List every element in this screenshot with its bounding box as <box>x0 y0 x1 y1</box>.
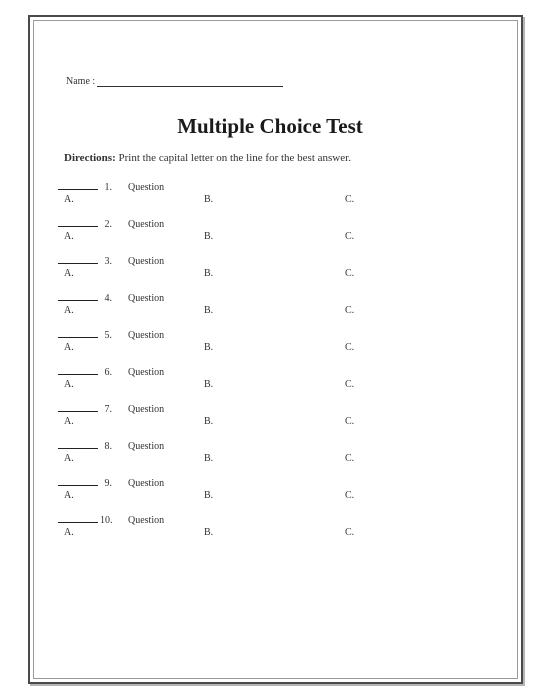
question-text: Question <box>128 441 165 452</box>
question-item <box>0 219 540 249</box>
option-b: B. <box>204 305 214 316</box>
page-title: Multiple Choice Test <box>177 114 363 138</box>
option-c: C. <box>345 194 355 205</box>
answer-blank-line[interactable] <box>58 189 98 190</box>
option-a: A. <box>64 194 74 205</box>
answer-blank-line[interactable] <box>58 374 98 375</box>
question-text: Question <box>128 182 165 193</box>
question-item <box>0 256 540 286</box>
name-blank-line[interactable] <box>97 77 283 87</box>
option-a: A. <box>64 490 74 501</box>
option-a: A. <box>64 527 74 538</box>
option-b: B. <box>204 342 214 353</box>
option-a: A. <box>64 379 74 390</box>
option-c: C. <box>345 416 355 427</box>
option-b: B. <box>204 416 214 427</box>
option-a: A. <box>64 416 74 427</box>
question-item <box>0 293 540 323</box>
answer-blank-line[interactable] <box>58 448 98 449</box>
answer-blank-line[interactable] <box>58 485 98 486</box>
option-b: B. <box>204 453 214 464</box>
question-text: Question <box>128 478 165 489</box>
option-c: C. <box>345 527 355 538</box>
option-c: C. <box>345 379 355 390</box>
question-text: Question <box>128 256 165 267</box>
answer-blank-line[interactable] <box>58 411 98 412</box>
question-number: 5. <box>104 330 112 341</box>
option-c: C. <box>345 453 355 464</box>
question-number: 7. <box>104 404 112 415</box>
option-a: A. <box>64 453 74 464</box>
name-label: Name : <box>66 76 96 87</box>
option-b: B. <box>204 490 214 501</box>
option-b: B. <box>204 268 214 279</box>
question-text: Question <box>128 219 165 230</box>
option-b: B. <box>204 231 214 242</box>
option-a: A. <box>64 231 74 242</box>
question-text: Question <box>128 293 165 304</box>
option-a: A. <box>64 342 74 353</box>
question-number: 4. <box>104 293 112 304</box>
option-a: A. <box>64 305 74 316</box>
question-number: 3. <box>104 256 112 267</box>
option-c: C. <box>345 305 355 316</box>
question-number: 2. <box>104 219 112 230</box>
question-item <box>0 441 540 471</box>
option-b: B. <box>204 194 214 205</box>
option-c: C. <box>345 342 355 353</box>
question-number: 8. <box>104 441 112 452</box>
question-number: 6. <box>104 367 112 378</box>
question-item <box>0 478 540 508</box>
question-text: Question <box>128 330 165 341</box>
question-text: Question <box>128 404 165 415</box>
directions-label: Directions: <box>64 152 116 164</box>
answer-blank-line[interactable] <box>58 300 98 301</box>
question-number: 1. <box>104 182 112 193</box>
answer-blank-line[interactable] <box>58 337 98 338</box>
option-a: A. <box>64 268 74 279</box>
option-c: C. <box>345 268 355 279</box>
option-b: B. <box>204 379 214 390</box>
question-item <box>0 367 540 397</box>
option-b: B. <box>204 527 214 538</box>
question-number: 10. <box>100 515 113 526</box>
question-number: 9. <box>104 478 112 489</box>
answer-blank-line[interactable] <box>58 226 98 227</box>
question-item <box>0 515 540 545</box>
question-text: Question <box>128 515 165 526</box>
directions-text: Print the capital letter on the line for the best answer. <box>115 152 351 164</box>
directions <box>64 152 351 164</box>
question-item <box>0 182 540 212</box>
answer-blank-line[interactable] <box>58 263 98 264</box>
answer-blank-line[interactable] <box>58 522 98 523</box>
question-item <box>0 330 540 360</box>
option-c: C. <box>345 231 355 242</box>
question-item <box>0 404 540 434</box>
option-c: C. <box>345 490 355 501</box>
name-field <box>66 76 283 87</box>
question-text: Question <box>128 367 165 378</box>
